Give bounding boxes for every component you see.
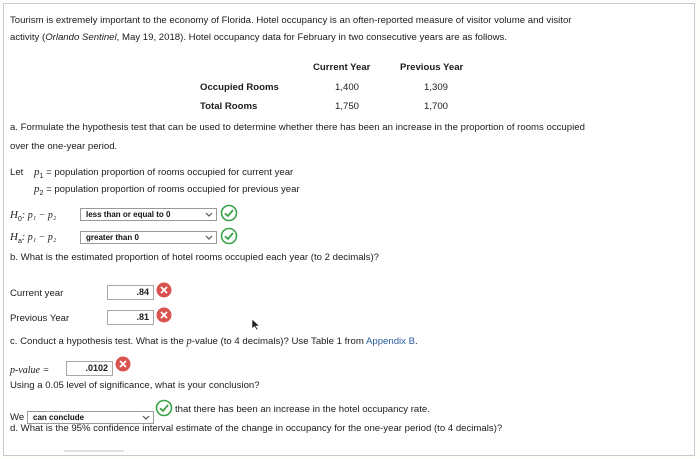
p1-subscript: 1 — [39, 172, 44, 180]
ha-select-value: greater than 0 — [86, 233, 139, 242]
part-a-question-1: a. Formulate the hypothesis test that can be used to determine whether there has been an increase in the proportion of rooms occupied — [10, 122, 585, 133]
col-header-previous: Previous Year — [400, 62, 464, 73]
current-year-label: Current year — [10, 288, 64, 299]
part-c-text-end: . — [415, 336, 418, 347]
cell-total-previous: 1,700 — [424, 101, 449, 112]
correct-check-icon — [155, 399, 173, 417]
ha-subscript: a — [17, 237, 22, 245]
ha-expression — [10, 231, 56, 245]
p1-definition — [34, 166, 293, 180]
ha-expr: : p₁ − p₂ — [21, 232, 57, 243]
h0-select[interactable] — [80, 208, 217, 221]
conclusion-question: Using a 0.05 level of significance, what is your conclusion? — [10, 380, 260, 391]
incorrect-x-icon — [156, 282, 172, 298]
h0-symbol: H — [10, 209, 18, 221]
part-c-text: c. Conduct a hypothesis test. What is the — [10, 336, 187, 347]
h0-expression — [10, 209, 56, 223]
cell-total-current: 1,750 — [335, 101, 360, 112]
h0-expr: : p₁ − p₂ — [21, 210, 57, 221]
chevron-down-icon — [205, 232, 213, 243]
source-name: Orlando Sentinel — [45, 32, 117, 43]
part-d-question: d. What is the 95% confidence interval estimate of the change in occupancy for the one-year period (to 4 decimals)? — [10, 423, 503, 434]
intro-line-2 — [10, 32, 507, 43]
part-c-text-mid: -value (to 4 decimals)? Use Table 1 from — [191, 336, 366, 347]
mouse-cursor-icon — [251, 318, 261, 331]
we-label: We — [10, 412, 25, 423]
h0-subscript: 0 — [17, 215, 22, 223]
p-symbol: p — [186, 336, 192, 347]
h0-select-value: less than or equal to 0 — [86, 210, 171, 219]
correct-check-icon — [220, 227, 238, 245]
p2-subscript: 2 — [39, 189, 44, 197]
partial-input-edge — [64, 450, 124, 452]
intro-text-end: , May 19, 2018). Hotel occupancy data for February in two consecutive years are as follows. — [116, 32, 507, 43]
p2-symbol: p — [34, 183, 40, 195]
previous-year-input[interactable]: .81 — [107, 310, 154, 325]
p2-definition — [34, 183, 300, 197]
ha-select[interactable] — [80, 231, 217, 244]
appendix-b-link[interactable]: Appendix B — [365, 336, 416, 347]
correct-check-icon — [220, 204, 238, 222]
p1-text: = population proportion of rooms occupied for current year — [43, 167, 294, 178]
p2-text: = population proportion of rooms occupied for previous year — [43, 184, 300, 195]
col-header-current: Current Year — [313, 62, 371, 73]
part-c-question — [10, 336, 418, 347]
pvalue-label-text: p-value = — [10, 365, 50, 376]
row-label-occupied: Occupied Rooms — [200, 82, 279, 93]
intro-line-1: Tourism is extremely important to the economy of Florida. Hotel occupancy is an often-reported measure of visitor volume and visitor — [10, 15, 572, 26]
conclusion-tail: that there has been an increase in the hotel occupancy rate. — [175, 404, 430, 415]
incorrect-x-icon — [156, 307, 172, 323]
question-panel — [3, 3, 695, 456]
incorrect-x-icon — [115, 356, 131, 372]
chevron-down-icon — [142, 412, 150, 423]
let-label: Let — [10, 167, 24, 178]
intro-text: activity ( — [10, 32, 46, 43]
pvalue-input[interactable]: .0102 — [66, 361, 113, 376]
ha-symbol: H — [10, 231, 18, 243]
pvalue-label — [10, 365, 49, 376]
conclusion-select-value: can conclude — [33, 413, 85, 422]
chevron-down-icon — [205, 209, 213, 220]
part-b-question: b. What is the estimated proportion of hotel rooms occupied each year (to 2 decimals)? — [10, 252, 380, 263]
previous-year-label: Previous Year — [10, 313, 70, 324]
part-a-question-2: over the one-year period. — [10, 141, 118, 152]
row-label-total: Total Rooms — [200, 101, 258, 112]
p1-symbol: p — [34, 166, 40, 178]
cell-occupied-current: 1,400 — [335, 82, 360, 93]
cell-occupied-previous: 1,309 — [424, 82, 449, 93]
current-year-input[interactable]: .84 — [107, 285, 154, 300]
